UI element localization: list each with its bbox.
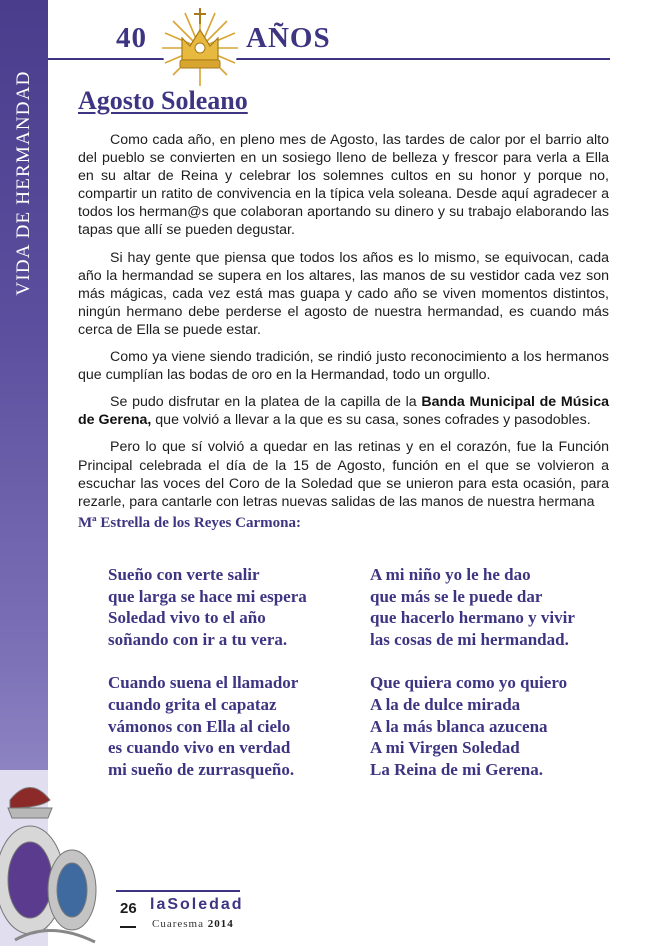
poem-right-column (370, 564, 575, 802)
poem-line: es cuando vivo en verdad (108, 738, 291, 758)
poem-line: Cuando suena el llamador (108, 673, 299, 693)
anniversary-number: 40 (116, 22, 147, 54)
band-name: Banda Municipal de Música de Gerena, (78, 394, 609, 429)
poem-line: soñando con ir a tu vera. (108, 629, 288, 649)
poem-line: A la de dulce mirada (370, 694, 521, 714)
paragraph: Como ya viene siendo tradición, se rindió justo reconocimiento a los hermanos que cumplían las bodas de oro en la Hermandad, todo un orgullo. (78, 349, 609, 384)
issue-season: Cuaresma (152, 918, 204, 930)
article-title: Agosto Soleano (78, 86, 248, 115)
paragraph: Como cada año, en pleno mes de Agosto, las tardes de calor por el barrio alto del pueblo se convierten en un sosiego lleno de belleza y frescor para verla a Ella en su altar de Reina y celebrar los solemnes cultos en su honor y porque no, compartir un ratito de convivencia en la típica vela soleana. Desde aquí agradecer a todos los herman@s que colaboran aportando su dinero y su trabajo elaborando las tapas que allí se pueden degustar. (78, 132, 609, 239)
poem-line: Que quiera como yo quiero (370, 673, 568, 693)
article-body (78, 131, 609, 541)
poem-stanza (108, 672, 307, 780)
paragraph-text: Se pudo disfrutar en la platea de la capilla de la (110, 394, 422, 411)
poem-line: mi sueño de zurrasqueño. (108, 759, 295, 779)
poem-line: las cosas de mi hermandad. (370, 629, 569, 649)
paragraph: Si hay gente que piensa que todos los años es lo mismo, se equivocan, cada año la hermandad se supera en los altares, las manos de su vestidor cada vez son más mágicas, cada vez está mas guapa y cado año se viven momentos distintos, ningún hermano debe perderse el agosto de nuestra hermandad, es cuando más cerca de Ella se puede estar. (78, 249, 609, 338)
poem-stanza (108, 564, 307, 650)
crown-emblem-icon (160, 2, 240, 90)
poem-line: que larga se hace mi espera (108, 586, 307, 606)
anniversary-word: AÑOS (246, 22, 331, 54)
footer-rule (116, 890, 240, 892)
poem-line: Sueño con verte salir (108, 565, 260, 584)
poem-line: A mi Virgen Soledad (370, 738, 520, 758)
poem-line: que hacerlo hermano y vivir (370, 608, 575, 628)
hermandad-crest-image (0, 770, 100, 946)
page-number: 26 (120, 900, 137, 917)
issue-label (152, 918, 234, 930)
paragraph-band (78, 393, 609, 429)
poem-line: La Reina de mi Gerena. (370, 759, 543, 779)
footer-dash (120, 926, 136, 928)
issue-year: 2014 (207, 918, 234, 930)
author-dedication: Mª Estrella de los Reyes Carmona: (78, 514, 301, 531)
poem-line: vámonos con Ella al cielo (108, 716, 291, 736)
poem-line: A mi niño yo le he dao (370, 565, 531, 584)
paragraph: Pero lo que sí volvió a quedar en las retinas y en el corazón, fue la Función Principal celebrada el día de la 15 de Agosto, función en el que se volvieron a escuchar las voces del Coro de la Soledad que se unieron para esta ocasión, para rezarle, para cantarle con letras nuevas salidas de las manos de nuestra hermana (78, 439, 609, 510)
section-label: VIDA DE HERMANDAD (13, 70, 34, 296)
poem-line: Soledad vivo to el año (108, 608, 266, 628)
poem-stanza (370, 564, 575, 650)
poem-line: que más se le puede dar (370, 586, 543, 606)
magazine-name: laSoledad (150, 896, 244, 913)
poem-line: cuando grita el capataz (108, 694, 277, 714)
paragraph-text: que volvió a llevar a la que es su casa, sones cofrades y pasodobles. (151, 412, 591, 429)
poem-left-column (108, 564, 307, 802)
header-rule (48, 58, 610, 60)
poem-line: A la más blanca azucena (370, 716, 548, 736)
poem-stanza (370, 672, 575, 780)
